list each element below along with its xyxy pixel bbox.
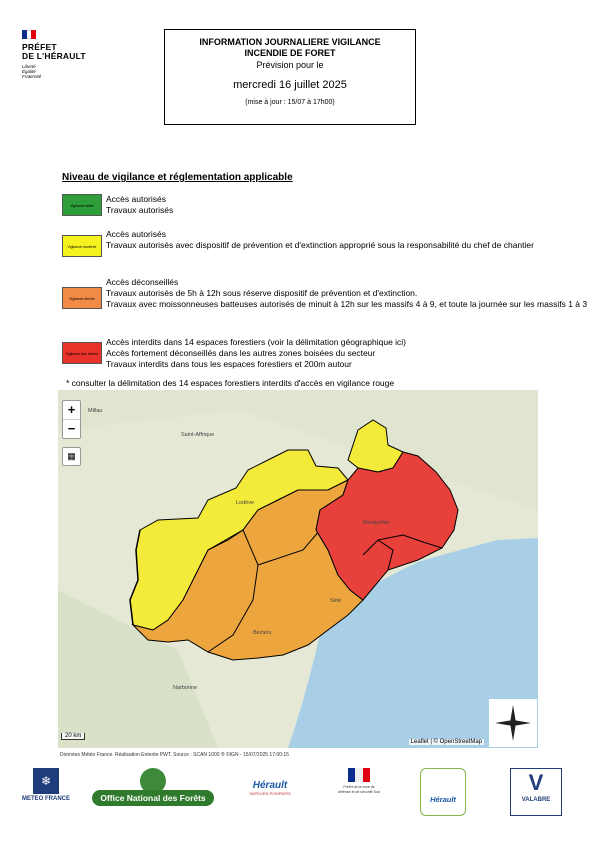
map-attribution[interactable]: Leaflet | © OpenStreetMap xyxy=(410,739,482,745)
title-line2: INCENDIE DE FORET xyxy=(244,48,336,58)
prefecture-name-line1: PRÉFET xyxy=(22,42,57,52)
sdis-herault-logo: Hérault SAPEURS-POMPIERS xyxy=(249,780,291,796)
map-canvas xyxy=(58,390,538,748)
level-yellow-swatch: Vigilance modérée xyxy=(62,235,102,257)
valabre-logo: V VALABRE xyxy=(510,768,562,816)
map-label-millau: Millau xyxy=(88,408,103,414)
map-label-montpellier: Montpellier xyxy=(363,520,390,526)
meteo-france-logo: ❄ METEO FRANCE xyxy=(22,768,70,818)
map-source: Données Météo France. Réalisation Entente PWT. Source : SCAN 1000 ® ©IGN - 15/07/2025 17:00:15 xyxy=(60,752,289,758)
onf-logo: Office National des Forêts xyxy=(92,768,214,818)
level-green-text: Accès autorisés Travaux autorisés xyxy=(106,194,174,215)
map-label-saint-affrique: Saint-Affrique xyxy=(181,432,215,438)
map-scale: 20 km xyxy=(61,733,85,740)
section-title: Niveau de vigilance et réglementation applicable xyxy=(62,172,293,183)
bulletin-header xyxy=(164,29,416,125)
level-yellow-text: Accès autorisés Travaux autorisés avec dispositif de prévention et d'extinction approprié sous la responsabilité du chef de chantier xyxy=(106,229,534,250)
update-time: (mise à jour : 15/07 à 17h00) xyxy=(245,99,335,106)
prefecture-motto: Liberté Égalité Fraternité xyxy=(22,64,42,79)
red-zone-link[interactable]: Accès interdits dans 14 espaces forestiers (voir la délimitation géographique ici) xyxy=(106,337,407,347)
zoom-in-button[interactable]: + xyxy=(67,402,76,417)
zoom-control xyxy=(62,400,81,439)
title-line1: INFORMATION JOURNALIERE VIGILANCE xyxy=(199,37,381,47)
map-label-lodeve: Lodève xyxy=(236,500,255,506)
level-green-swatch: Vigilance faible xyxy=(62,194,102,216)
french-flag-icon xyxy=(22,30,36,39)
map-label-sete: Sète xyxy=(330,598,342,604)
map-label-beziers: Béziers xyxy=(253,630,272,636)
herault-department-logo: Hérault xyxy=(420,768,466,816)
level-orange-text: Accès déconseillés Travaux autorisés de 5h à 12h sous réserve dispositif de prévention et d'extinction. Travaux avec moissonneuses batteuses autorisés de minuit à 12h sur les massifs 4 à 9, et toute la journée sur les massifs 1 à 3 xyxy=(106,277,588,309)
prefecture-name-line2: DE L'HÉRAULT xyxy=(22,51,86,61)
zoom-out-button[interactable]: − xyxy=(63,419,80,438)
forecast-date: mercredi 16 juillet 2025 xyxy=(233,79,347,91)
map-label-narbonne: Narbonne xyxy=(173,685,198,691)
forecast-label: Prévision pour le xyxy=(256,60,324,70)
prefet-zone-logo: Préfet de la zone de défense et de sécurité Sud xyxy=(338,768,380,818)
level-red-swatch: Vigilance très sévère xyxy=(62,342,102,364)
layers-icon[interactable]: ▦ xyxy=(62,447,81,466)
vigilance-map[interactable] xyxy=(58,390,538,748)
prefecture-logo xyxy=(22,30,102,79)
level-red-text: Accès interdits dans 14 espaces forestiers (voir la délimitation géographique ici) Accès fortement déconseillés dans les autres zones boisées du secteur Travaux interdits dans tous les espaces forestiers et 200m autour xyxy=(106,337,595,370)
level-orange-swatch: Vigilance élevée xyxy=(62,287,102,309)
forest-areas-note: * consulter la délimitation des 14 espaces forestiers interdits d'accès en vigilance rouge xyxy=(66,378,395,388)
compass-icon xyxy=(489,699,537,747)
